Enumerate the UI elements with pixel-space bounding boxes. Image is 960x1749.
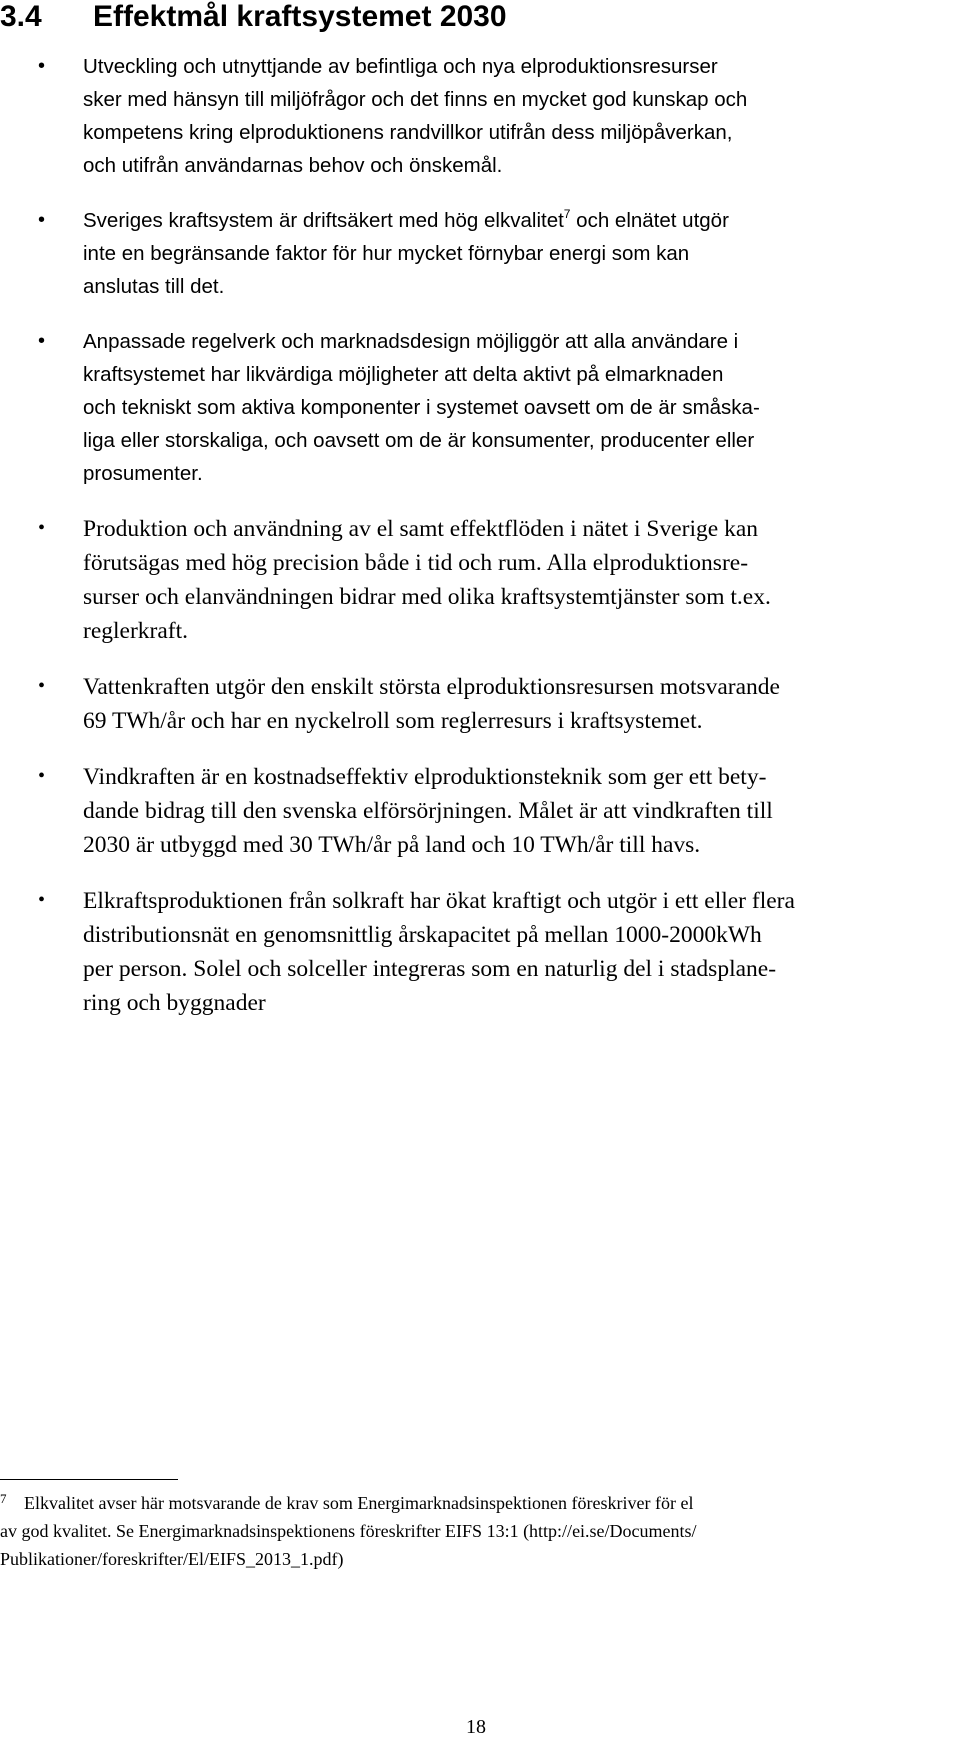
- footnote-line: Publikationer/foreskrifter/El/EIFS_2013_1.pdf): [0, 1549, 344, 1569]
- list-item-text: inte en begränsande faktor för hur mycket förnybar energi som kan: [83, 242, 690, 265]
- bullet-marker: •: [38, 55, 46, 77]
- list-item-text: 69 TWh/år och har en nyckelroll som reglerresurs i kraftsystemet.: [83, 708, 703, 734]
- list-item-text: distributionsnät en genomsnittlig årskapacitet på mellan 1000-2000kWh: [83, 922, 762, 948]
- list-item-text: förutsägas med hög precision både i tid och rum. Alla elproduktionsre-: [83, 550, 749, 576]
- section-title: Effektmål kraftsystemet 2030: [93, 0, 507, 33]
- footnote-line: av god kvalitet. Se Energimarknadsinspektionens föreskrifter EIFS 13:1 (http://ei.se/Documents/: [0, 1521, 697, 1541]
- list-item-text: sker med hänsyn till miljöfrågor och det finns en mycket god kunskap och: [83, 88, 748, 111]
- list-item-vindkraft: [0, 760, 940, 862]
- page-number: 18: [466, 1716, 486, 1738]
- bullet-marker: •: [38, 675, 46, 697]
- bullet-marker: •: [38, 889, 46, 911]
- section-heading: [0, 0, 507, 34]
- list-item-text: ring och byggnader: [83, 990, 266, 1016]
- bullet-marker: •: [38, 517, 46, 539]
- list-item-text: per person. Solel och solceller integreras som en naturlig del i stadsplane-: [83, 956, 777, 982]
- list-item-text: 2030 är utbyggd med 30 TWh/år på land och 10 TWh/år till havs.: [83, 832, 701, 858]
- list-item-text: Utveckling och utnyttjande av befintliga och nya elproduktionsresurser: [83, 55, 718, 78]
- list-item-text: Anpassade regelverk och marknadsdesign möjliggör att alla användare i: [83, 330, 739, 353]
- list-item-text: reglerkraft.: [83, 618, 189, 644]
- list-item-driftsakerhet: [0, 204, 940, 303]
- list-item-text: kraftsystemet har likvärdiga möjligheter att delta aktivt på elmarknaden: [83, 363, 724, 386]
- list-item-produktion: [0, 512, 940, 648]
- footnote-divider: [0, 1479, 178, 1480]
- bullet-marker: •: [38, 330, 46, 352]
- list-item-text: prosumenter.: [83, 462, 203, 485]
- list-item-utveckling: [0, 50, 940, 182]
- list-item-regelverk: [0, 325, 940, 490]
- list-item-text: surser och elanvändningen bidrar med olika kraftsystemtjänster som t.ex.: [83, 584, 771, 610]
- bullet-marker: •: [38, 209, 46, 231]
- list-item-text: Vattenkraften utgör den enskilt största elproduktionsresursen motsvarande: [83, 674, 780, 700]
- list-item-text: och tekniskt som aktiva komponenter i systemet oavsett om de är småska-: [83, 396, 760, 419]
- list-item-text: kompetens kring elproduktionens randvillkor utifrån dess miljöpåverkan,: [83, 121, 733, 144]
- list-item-text: [83, 204, 940, 237]
- bullet-marker: •: [38, 765, 46, 787]
- list-item-text: dande bidrag till den svenska elförsörjningen. Målet är att vindkraften till: [83, 798, 773, 824]
- list-item-text: Elkraftsproduktionen från solkraft har ökat kraftigt och utgör i ett eller flera: [83, 888, 795, 914]
- footnote: [0, 1489, 940, 1573]
- list-item-text-part: och elnätet utgör: [570, 209, 729, 232]
- list-item-vattenkraft: [0, 670, 940, 738]
- list-item-text: Vindkraften är en kostnadseffektiv elproduktionsteknik som ger ett bety-: [83, 764, 767, 790]
- footnote-line: 7 Elkvalitet avser här motsvarande de krav som Energimarknadsinspektionen föreskriver för el: [0, 1491, 694, 1513]
- goal-list: [0, 50, 940, 1042]
- list-item-text: anslutas till det.: [83, 275, 225, 298]
- footnote-text: Elkvalitet avser här motsvarande de krav som Energimarknadsinspektionen föreskriver för el: [24, 1493, 694, 1513]
- footnote-reference: 7: [563, 207, 571, 221]
- section-number: 3.4: [0, 0, 42, 33]
- list-item-text: Produktion och användning av el samt effektflöden i nätet i Sverige kan: [83, 516, 759, 542]
- list-item-text-part: Sveriges kraftsystem är driftsäkert med hög elkvalitet: [83, 209, 564, 232]
- list-item-text: och utifrån användarnas behov och önskemål.: [83, 154, 503, 177]
- list-item-text: liga eller storskaliga, och oavsett om de är konsumenter, producenter eller: [83, 429, 755, 452]
- list-item-solkraft: [0, 884, 940, 1020]
